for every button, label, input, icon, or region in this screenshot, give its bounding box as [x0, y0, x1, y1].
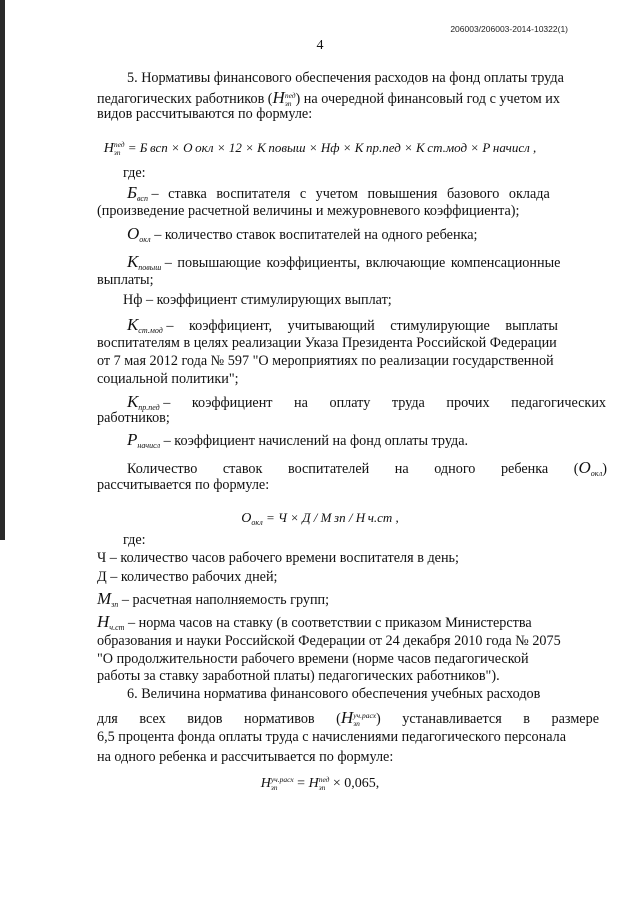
def-n-cont3: работы за ставку заработной платы) педагогических работников"). [97, 668, 500, 684]
def-m: $М_{зп}$ – расчетная наполняемость групп; [97, 589, 330, 609]
def-b-cont: (произведение расчетной величины и межуровневого коэффициента); [97, 203, 520, 219]
def-n: $Н_{ч.ст}$ – норма часов на ставку (в соответствии с приказом Министерства [97, 612, 532, 632]
def-kpr-cont: работников; [97, 410, 170, 426]
where-label-2: где: [123, 532, 146, 548]
def-k1: $К_{повыш}$ – повышающие коэффициенты, включающие компенсационные [127, 252, 561, 272]
page-number: 4 [316, 38, 324, 53]
def-r: $Р_{начисл}$ – коэффициент начислений на фонд оплаты труда. [127, 430, 469, 450]
def-b: $Б_{всп}$ – ставка воспитателя с учетом повышения базового оклада [127, 183, 550, 203]
rates-line1: Количество ставок воспитателей на одного ребенка $(О_{окл})$ [127, 458, 607, 478]
def-kpr: $К_{пр.пед}$ – коэффициент на оплату труда прочих педагогических [127, 392, 607, 412]
where-label-1: где: [123, 165, 146, 181]
def-n-cont2: "О продолжительности рабочего времени (норме часов педагогической [97, 651, 529, 667]
rates-line2: рассчитывается по формуле: [97, 477, 270, 493]
def-o: $О_{окл}$ – количество ставок воспитателей на одного ребенка; [127, 224, 478, 244]
section6-line1: 6. Величина норматива финансового обеспечения учебных расходов [127, 686, 541, 702]
formula-section6: Нуч.расх зп = Нпед зп × 0,065, [260, 775, 380, 792]
formula-rates: $О_{окл} = Ч \times Д / М$ зп / Н ч.ст , [241, 510, 399, 527]
section6-line4: на одного ребенка и рассчитывается по формуле: [97, 749, 394, 765]
section5-line2: педагогических работников (Нпед зп ) на очередной финансовый год с учетом их [97, 88, 560, 108]
formula-main: Нпед зп = Б всп × О окл × 12 × К повыш × Нф × К пр.пед × К ст.мод × Р начисл , [103, 140, 537, 158]
def-ch: Ч – количество часов рабочего времени воспитателя в день; [97, 550, 459, 566]
section5-line3: видов рассчитываются по формуле: [97, 106, 313, 122]
def-n-cont1: образования и науки Российской Федерации от 24 декабря 2010 года № 2075 [97, 633, 561, 649]
def-kst: $К_{ст.мод}$ – коэффициент, учитывающий стимулирующие выплаты [127, 315, 558, 335]
def-kst-cont2: от 7 мая 2012 года № 597 "О мероприятиях по реализации государственной [97, 353, 554, 369]
def-d: Д – количество рабочих дней; [97, 569, 278, 585]
section5-line1: 5. Нормативы финансового обеспечения расходов на фонд оплаты труда [127, 70, 564, 86]
section6-line2: для всех видов нормативов (Нуч.расх зп ) устанавливается в размере [97, 708, 599, 728]
def-k1-cont: выплаты; [97, 272, 154, 288]
document-id: 206003/206003-2014-10322(1) [450, 24, 568, 34]
section6-line3: 6,5 процента фонда оплаты труда с начислениями педагогического персонала [97, 729, 567, 745]
scan-edge [0, 0, 5, 540]
def-kst-cont1: воспитателям в целях реализации Указа Президента Российской Федерации [97, 335, 557, 351]
def-kst-cont3: социальной политики"; [97, 371, 239, 387]
def-nf: Нф – коэффициент стимулирующих выплат; [123, 292, 392, 308]
